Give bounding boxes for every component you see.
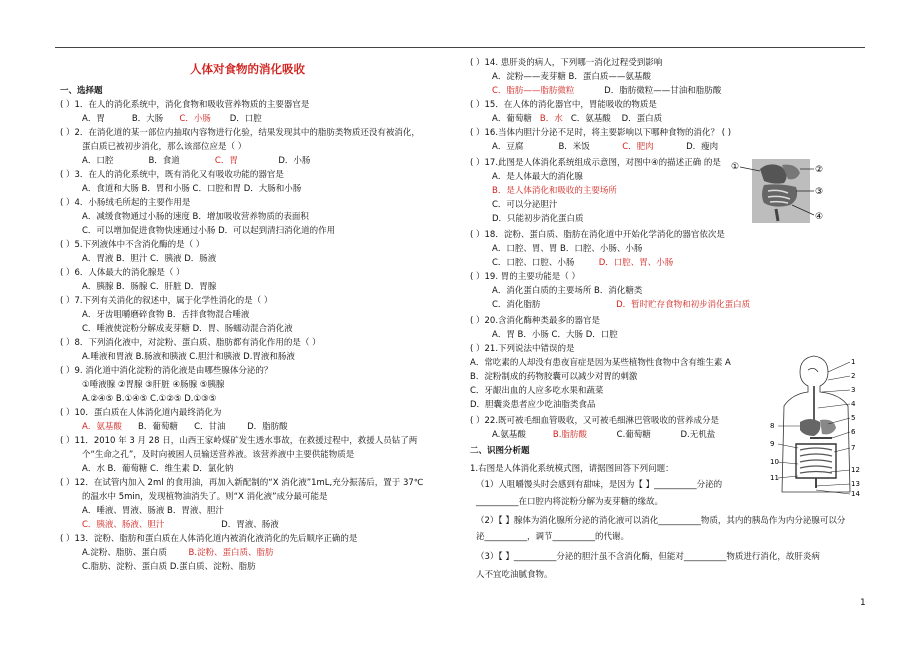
- question-21-option-d: D．胆囊炎患者应少吃油脂类食品: [470, 400, 596, 410]
- question-14-options-ab: A．淀粉——麦芽糖 B．蛋白质——氨基酸: [492, 72, 651, 82]
- question-10: ( ）10．蛋白质在人体消化道内最终消化为: [60, 408, 222, 418]
- question-17-option-d: D．只能初步消化蛋白质: [492, 214, 584, 224]
- question-21-option-a: A．常吃素的人却没有患夜盲症是因为某些植物性食物中含有维生素 A: [470, 358, 731, 368]
- question-19-options-ab: A．消化蛋白质的主要场所 B．消化糖类: [492, 286, 643, 296]
- figure-question-3: （3）【 】__________分泌的胆汁虽不含消化酶，但能对__________物质进行消化，故肝炎病: [476, 552, 820, 562]
- figure-question-1: （1）人咀嚼馒头时会感到有甜味，是因为【 】__________分泌的: [476, 480, 723, 490]
- question-19-options-cd: C．消化脂肪 D．暂时贮存食物和初步消化蛋白质: [492, 300, 751, 310]
- question-9-options: A.②④⑤ B.①④⑤ C.①②⑤ D.①③⑤: [82, 394, 217, 404]
- fig2-label-9: 9: [770, 440, 775, 448]
- question-21: ( ）21.下列说法中错误的是: [470, 344, 575, 354]
- section-heading-choice: 一、选择题: [60, 86, 103, 96]
- question-22-options: A.氨基酸 B.脂肪酸 C.葡萄糖 D.无机盐: [492, 430, 716, 440]
- question-18-options-ab: A．口腔、胃、胃 B．口腔、小肠、小肠: [492, 244, 643, 254]
- question-11: ( ）11．2010 年 3 月 28 日，山西王家岭煤矿发生透水事故，在救援过程中，救援人员钻了两: [60, 436, 418, 446]
- question-17-option-a: A．是人体最大的消化腺: [492, 172, 583, 182]
- question-15-options: A．葡萄糖 B．水 C．氨基酸 D．蛋白质: [492, 114, 663, 124]
- question-11-cont: 个“生命之孔”，及时向被困人员输送营养液。该营养液中主要供能物质是: [82, 450, 355, 460]
- question-13-options-cd: C.脂肪、淀粉、蛋白质 D.蛋白质、淀粉、脂肪: [82, 562, 256, 572]
- question-16: ( ）16.当体内胆汁分泌不足时，将主要影响以下哪种食物的消化？ ( ): [470, 128, 732, 138]
- question-14-options-cd: C．脂肪——脂肪微粒 D．脂肪微粒——甘油和脂肪酸: [492, 86, 722, 96]
- question-3: ( ）3．在人的消化系统中，既有消化又有吸收功能的器官是: [60, 170, 284, 180]
- fig2-label-10: 10: [770, 458, 779, 466]
- question-18: ( ）18．淀粉、蛋白质、脂肪在消化道中开始化学消化的器官依次是: [470, 230, 725, 240]
- question-7-options-ab: A．牙齿咀嚼磨碎食物 B．舌拌食物混合唾液: [82, 310, 250, 320]
- fig1-label-4: ④: [815, 212, 824, 222]
- question-10-options: A．氨基酸 B．葡萄糖 C．甘油 D．脂肪酸: [82, 422, 288, 432]
- question-4-options-cd: C．可以增加促进食物快速通过小肠 D．可以起到清扫消化道的作用: [82, 226, 336, 236]
- question-15: ( ）15．在人体的消化器官中，胃能吸收的物质是: [470, 100, 657, 110]
- fig2-label-5: 5: [851, 414, 856, 422]
- fig2-label-12: 12: [851, 466, 860, 474]
- page-number: 1: [860, 598, 866, 608]
- question-12-options-ab: A．唾液、胃液、肠液 B．胃液、胆汁: [82, 506, 224, 516]
- question-4: ( ）4．小肠绒毛所起的主要作用是: [60, 198, 191, 208]
- question-18-options-cd: C．口腔、口腔、小肠 D．口腔、胃、小肠: [492, 258, 674, 268]
- fig2-label-7: 7: [851, 444, 856, 452]
- question-17-option-b: B．是人体消化和吸收的主要场所: [492, 186, 617, 196]
- question-17-option-c: C．可以分泌胆汁: [492, 200, 558, 210]
- fig2-label-4: 4: [851, 400, 856, 408]
- question-21-option-b: B．淀粉制成的药物胶囊可以减少对胃的刺激: [470, 372, 638, 382]
- page-title: 人体对食物的消化吸收: [190, 62, 305, 76]
- fig1-label-2: ②: [815, 165, 824, 175]
- question-17: ( ）17.此图是人体消化系统组成示意图，对图中④的描述正确 的是: [470, 158, 721, 168]
- fig1-label-1: ①: [731, 162, 740, 172]
- fig2-label-2: 2: [851, 372, 856, 380]
- fig2-label-14: 14: [851, 490, 860, 497]
- digestive-system-figure-large: [770, 352, 865, 497]
- question-19: ( ）19. 胃的主要功能是（ ）: [470, 272, 580, 282]
- question-5: ( ）5.下列液体中不含消化酶的是（ ）: [60, 240, 205, 250]
- figure-question-1-cont: __________在口腔内将淀粉分解为麦芽糖的缘故。: [476, 497, 664, 507]
- question-2-cont: 蛋白质已被初步消化，那么该部位应是（ ）: [82, 142, 247, 152]
- question-3-options: A．食道和大肠 B．胃和小肠 C．口腔和胃 D．大肠和小肠: [82, 184, 302, 194]
- question-11-options: A．水 B．葡萄糖 C．维生素 D．氯化钠: [82, 464, 234, 474]
- fig2-label-8: 8: [770, 422, 775, 430]
- fig2-label-6: 6: [851, 428, 856, 436]
- figure-question-2: （2）【 】腺体为消化腺所分泌的消化液可以消化__________物质，其内的胰岛作为内分泌腺可以分: [476, 516, 846, 526]
- question-8: ( ）8．下列消化液中，对淀粉、蛋白质、脂肪都有消化作用的是（ ）: [60, 338, 321, 348]
- question-13-options-ab: A.淀粉、脂肪、蛋白质 B.淀粉、蛋白质、脂肪: [82, 548, 274, 558]
- question-7-options-cd: C．唾液使淀粉分解成麦芽糖 D．胃、肠蠕动混合消化液: [82, 324, 293, 334]
- fig1-label-3: ③: [815, 187, 824, 197]
- question-13: ( ）13．淀粉、脂肪和蛋白质在人体消化道内被消化液消化的先后顺序正确的是: [60, 534, 358, 544]
- question-6: ( ）6．人体最大的消化腺是（ ）: [60, 268, 185, 278]
- question-12: ( ）12．在试管内加入 2ml 的食用油，再加入新配制的“X 消化液”1mL,充分振荡后，置于 37℃: [60, 478, 424, 488]
- question-20: ( ）20.含消化酶种类最多的器官是: [470, 316, 601, 326]
- question-1-options: A．胃 B．大肠 C．小肠 D．口腔: [82, 114, 262, 124]
- question-6-options: A．胰腺 B．肠腺 C．肝脏 D．胃腺: [82, 282, 217, 292]
- question-16-options: A．豆腐 B．米饭 C．肥肉 D．瘦肉: [492, 142, 719, 152]
- question-9-glands: ①唾液腺 ②胃腺 ③肝脏 ④肠腺 ⑤胰腺: [82, 380, 225, 390]
- question-5-options: A．胃液 B．胆汁 C．胰液 D．肠液: [82, 254, 217, 264]
- header-rule: [55, 47, 865, 48]
- fig2-label-3: 3: [851, 386, 856, 394]
- figure-question-intro: 1.右图是人体消化系统模式图，请据图回答下列问题：: [470, 464, 674, 474]
- question-21-option-c: C．牙龈出血的人应多吃水果和蔬菜: [470, 386, 604, 396]
- question-2: ( ）2．在消化道的某一部位内抽取内容物进行化验，结果发现其中的脂肪类物质还没有被消化，: [60, 128, 420, 138]
- question-14: ( ）14. 患肝炎的病人，下列哪一消化过程受到影响: [470, 58, 663, 68]
- question-12-options-cd: C．胰液、肠液、胆汁 D．胃液、肠液: [82, 520, 279, 530]
- figure-question-3-cont: 人不宜吃油腻食物。: [476, 570, 553, 580]
- question-1: ( ）1．在人的消化系统中，消化食物和吸收营养物质的主要器官是: [60, 100, 310, 110]
- question-22: ( ）22.既可被毛细血管吸收，又可被毛细淋巴管吸收的营养成分是: [470, 416, 720, 426]
- fig2-label-13: 13: [851, 480, 860, 488]
- question-8-options: A.唾液和胃液 B.肠液和胰液 C.胆汁和胰液 D.胃液和肠液: [82, 352, 295, 362]
- question-9: ( ）9. 消化道中消化淀粉的消化液是由哪些腺体分泌的？: [60, 366, 273, 376]
- question-2-options: A．口腔 B．食道 C．胃 D．小肠: [82, 156, 311, 166]
- question-12-cont: 的温水中 5min，发现植物油消失了。则“X 消化液”成分最可能是: [82, 492, 328, 502]
- fig2-label-1: 1: [851, 358, 856, 366]
- digestive-system-figure-small: [730, 155, 825, 225]
- question-20-options: A．胃 B．小肠 C．大肠 D．口腔: [492, 330, 618, 340]
- question-7: ( ）7.下列有关消化的叙述中，属于化学性消化的是（ ）: [60, 296, 273, 306]
- question-4-options-ab: A．减缓食物通过小肠的速度 B．增加吸收营养物质的表面积: [82, 212, 309, 222]
- section-heading-figure: 二、识图分析题: [470, 446, 530, 456]
- figure-question-2-cont: 泌__________，调节__________的代谢。: [476, 532, 630, 542]
- fig2-label-11: 11: [770, 474, 779, 482]
